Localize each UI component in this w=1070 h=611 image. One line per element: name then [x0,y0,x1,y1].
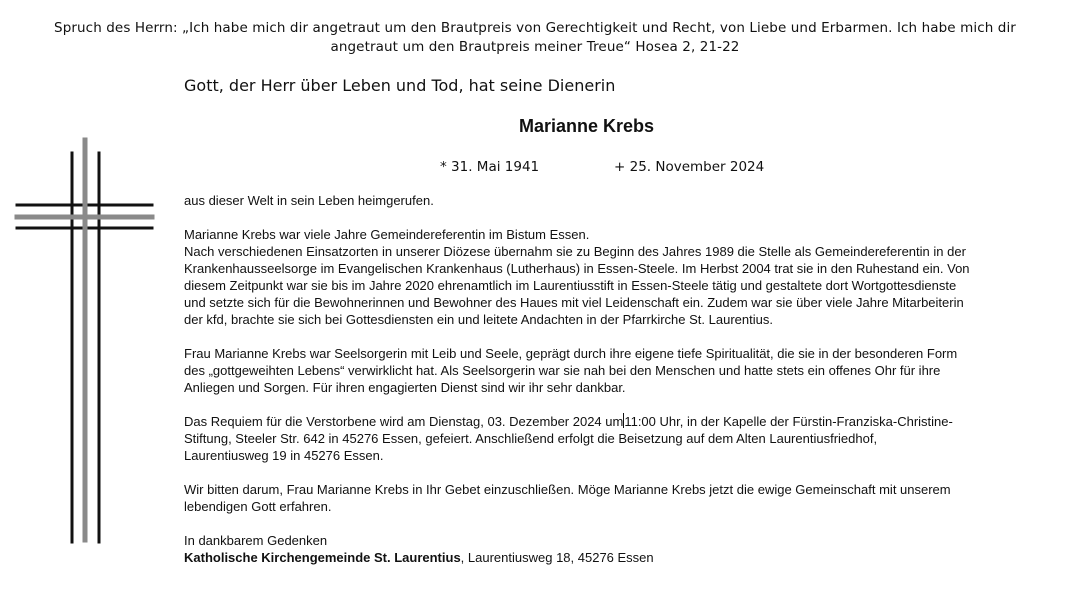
verse-line-2: angetraut um den Brautpreis meiner Treue“ Hosea 2, 21-22 [330,39,740,55]
career-line: der kfd, brachte sie sich bei Gottesdiensten ein und leitete Andachten in der Pfarrkirche St. Laurentius. [184,312,773,327]
cross-icon [0,0,180,611]
parish-address: , Laurentiusweg 18, 45276 Essen [460,550,654,565]
career-line: und setzte sich für die Bewohnerinnen und Bewohner des Haues mit viel Leidenschaft ein. Zudem war sie über viele Jahre Mitarbeiterin [184,295,964,310]
obituary-body [184,192,1024,566]
career-line: diesem Zeitpunkt war sie bis im Jahre 2020 ehrenamtlich im Laurentiusstift in Essen-Steele tätig und gestaltete dort Wortgottesdienste [184,278,957,293]
requiem-line: Stiftung, Steeler Str. 642 in 45276 Essen, gefeiert. Anschließend erfolgt die Beisetzung auf dem Alten Laurentiusfriedhof, [184,431,878,446]
closing-greeting: In dankbarem Gedenken [184,533,328,548]
spirituality-line: Frau Marianne Krebs war Seelsorgerin mit Leib und Seele, geprägt durch ihre eigene tiefe Spiritualität, die sie in der besonderen Form [184,346,958,361]
intro-line: Gott, der Herr über Leben und Tod, hat seine Dienerin [184,76,616,95]
death-date: + 25. November 2024 [614,159,765,175]
verse-line-1: Spruch des Herrn: „Ich habe mich dir angetraut um den Brautpreis von Gerechtigkeit und Recht, von Liebe und Erbarmen. Ich habe mich dir [54,20,1016,36]
career-intro: Marianne Krebs war viele Jahre Gemeindereferentin im Bistum Essen. [184,227,590,242]
career-line: Krankenhausseelsorge im Evangelischen Krankenhaus (Lutherhaus) in Essen-Steele. Im Herbst 2004 trat sie in den Ruhestand ein. Von [184,261,970,276]
parish-name: Katholische Kirchengemeinde St. Laurentius [184,550,461,565]
requiem-text-after: 11:00 Uhr, in der Kapelle der Fürstin-Franziska-Christine- [624,414,953,429]
closing-signature [184,549,1024,566]
spirituality-line: des „gottgeweihten Lebens“ verwirklicht hat. Als Seelsorgerin war sie nah bei den Menschen und hatte stets ein offenes Ohr für ihre [184,363,941,378]
prayer-line: lebendigen Gott erfahren. [184,499,332,514]
called-home-text: aus dieser Welt in sein Leben heimgerufen. [184,193,434,208]
prayer-line: Wir bitten darum, Frau Marianne Krebs in Ihr Gebet einzuschließen. Möge Marianne Krebs jetzt die ewige Gemeinschaft mit unserem [184,482,951,497]
requiem-line: Laurentiusweg 19 in 45276 Essen. [184,448,384,463]
requiem-text-before: Das Requiem für die Verstorbene wird am Dienstag, 03. Dezember 2024 um [184,414,624,429]
spirituality-line: Anliegen und Sorgen. Für ihren engagierten Dienst sind wir ihr sehr dankbar. [184,380,626,395]
career-line: Nach verschiedenen Einsatzorten in unserer Diözese übernahm sie zu Beginn des Jahres 1989 die Stelle als Gemeindereferentin in der [184,244,966,259]
requiem-line [184,413,1024,430]
bible-verse [20,19,1050,57]
deceased-name: Marianne Krebs [519,116,655,136]
birth-date: * 31. Mai 1941 [440,159,540,175]
